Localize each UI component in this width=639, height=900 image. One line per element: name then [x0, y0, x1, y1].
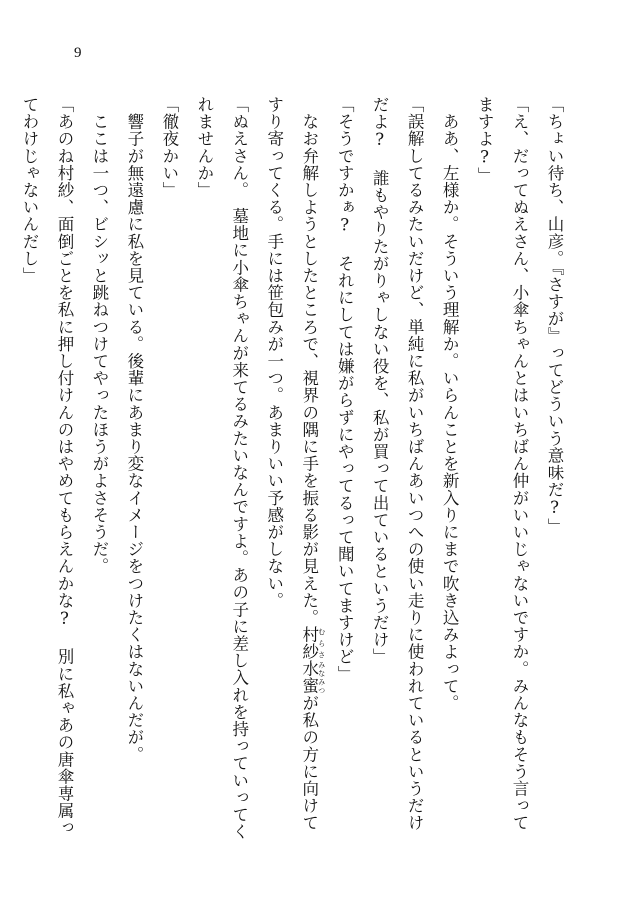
paragraph-dialogue-4: 「そうですかぁ? それにしては嫌がらずにやってるって聞いてますけど」: [335, 96, 355, 683]
paragraph-dialogue-6: 「徹夜かい」: [159, 96, 179, 199]
page-number: 9: [74, 45, 82, 61]
paragraph-dialogue-2: 「え、だってぬえさん、小傘ちゃんとはいちばん仲がいいじゃないですか。みんなもそう言ってますよ?」: [475, 96, 530, 832]
paragraph-narration-3: 響子が無遠慮に私を見ている。後輩にあまり変なイメージをつけたくはないんだが。: [124, 96, 144, 763]
paragraph-narration-4: ここは一つ、ビシッと跳ねつけてやったほうがよさそうだ。: [89, 96, 109, 575]
paragraph-dialogue-1: 「ちょい待ち、山彦。『さすが』ってどういう意味だ?」: [545, 96, 564, 535]
paragraph-dialogue-3: 「誤解してるみたいだけど、単純に私がいちばんあいつへの使い走りに使われているというだけだよ? 誰もやりたがりゃしない役を、私が買って出ているというだけ」: [370, 96, 425, 832]
paragraph-dialogue-5: 「ぬえさん。 墓地に小傘ちゃんが来てるみたいなんですよ。あの子に差し入れを持っていってくれませんか」: [194, 96, 249, 841]
vertical-body-text: [19, 96, 571, 848]
paragraph-narration-2: なお弁解しようとしたところで、視界の隅に手を振る影が見えた。村紗 むらさ水蜜 みなみつが私の方に向けてすり寄ってくる。手には笹包みが一つ。あまりいい予感がしない。: [264, 96, 327, 832]
paragraph-dialogue-7: 「あのね村紗、面倒ごとを私に押し付けんのはやめてもらえんかな? 別に私ゃあの唐傘専属ってわけじゃないんだし」: [19, 96, 74, 837]
ruby-minamitsu: 水蜜 みなみつ: [299, 660, 327, 695]
paragraph-narration-1: ああ、左様か。そういう理解か。いらんことを新入りにまで吹き込みよって。: [440, 96, 460, 712]
ruby-murasa: 村紗 むらさ: [299, 626, 327, 661]
